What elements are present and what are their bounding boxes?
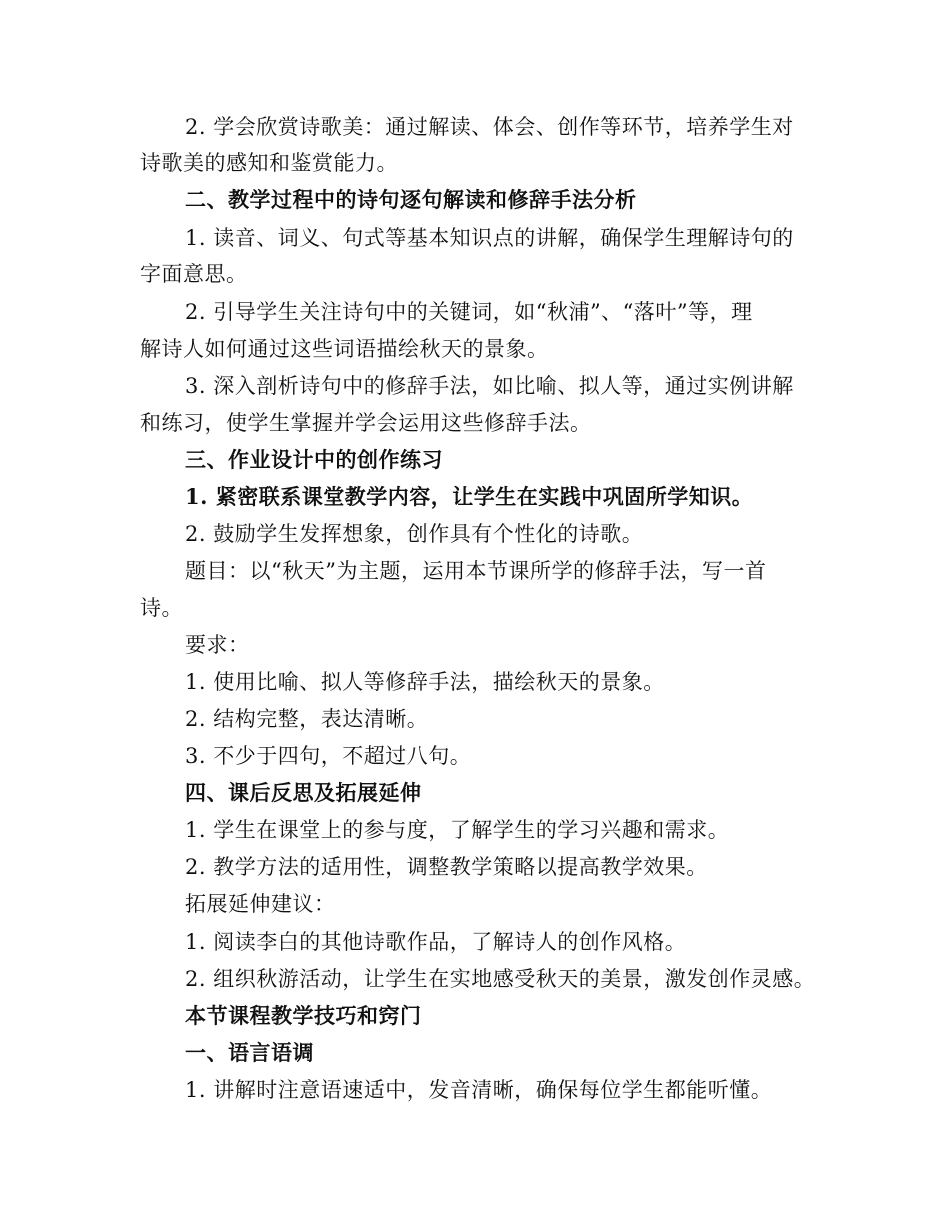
section-heading: 四、课后反思及拓展延伸 [185,780,422,805]
list-item: 1. 阅读李白的其他诗歌作品，了解诗人的创作风格。 [185,930,687,954]
paragraph-line: 2. 引导学生关注诗句中的关键词，如“秋浦”、“落叶”等，理 [185,300,753,324]
paragraph-line: 2. 学会欣赏诗歌美：通过解读、体会、创作等环节，培养学生对 [185,115,794,139]
list-item: 1. 使用比喻、拟人等修辞手法，描绘秋天的景象。 [185,670,665,694]
paragraph-line: 解诗人如何通过这些词语描绘秋天的景象。 [140,337,549,361]
bold-list-item: 1. 紧密联系课堂教学内容，让学生在实践中巩固所学知识。 [185,484,754,509]
paragraph-line: 3. 深入剖析诗句中的修辞手法，如比喻、拟人等，通过实例讲解 [185,374,794,398]
paragraph-line: 要求： [185,633,250,657]
paragraph-line: 诗。 [140,596,183,620]
list-item: 3. 不少于四句，不超过八句。 [185,744,472,768]
section-heading: 一、语言语调 [185,1040,314,1065]
list-item: 1. 讲解时注意语速适中，发音清晰，确保每位学生都能听懂。 [185,1078,773,1102]
list-item: 2. 结构完整，表达清晰。 [185,707,429,731]
section-heading: 本节课程教学技巧和窍门 [185,1003,422,1028]
list-item: 1. 学生在课堂上的参与度，了解学生的学习兴趣和需求。 [185,818,730,842]
paragraph-line: 和练习，使学生掌握并学会运用这些修辞手法。 [140,411,592,435]
list-item: 2. 鼓励学生发挥想象，创作具有个性化的诗歌。 [185,522,644,546]
paragraph-line: 拓展延伸建议： [185,892,336,916]
section-heading: 三、作业设计中的创作练习 [185,447,443,472]
paragraph-line: 1. 读音、词义、句式等基本知识点的讲解，确保学生理解诗句的 [185,226,794,250]
list-item: 2. 组织秋游活动，让学生在实地感受秋天的美景，激发创作灵感。 [185,967,816,991]
paragraph-line: 字面意思。 [140,262,248,286]
section-heading: 二、教学过程中的诗句逐句解读和修辞手法分析 [185,187,637,212]
paragraph-line: 题目：以“秋天”为主题，运用本节课所学的修辞手法，写一首 [185,559,767,583]
paragraph-line: 诗歌美的感知和鉴赏能力。 [140,151,398,175]
list-item: 2. 教学方法的适用性，调整教学策略以提高教学效果。 [185,855,708,879]
